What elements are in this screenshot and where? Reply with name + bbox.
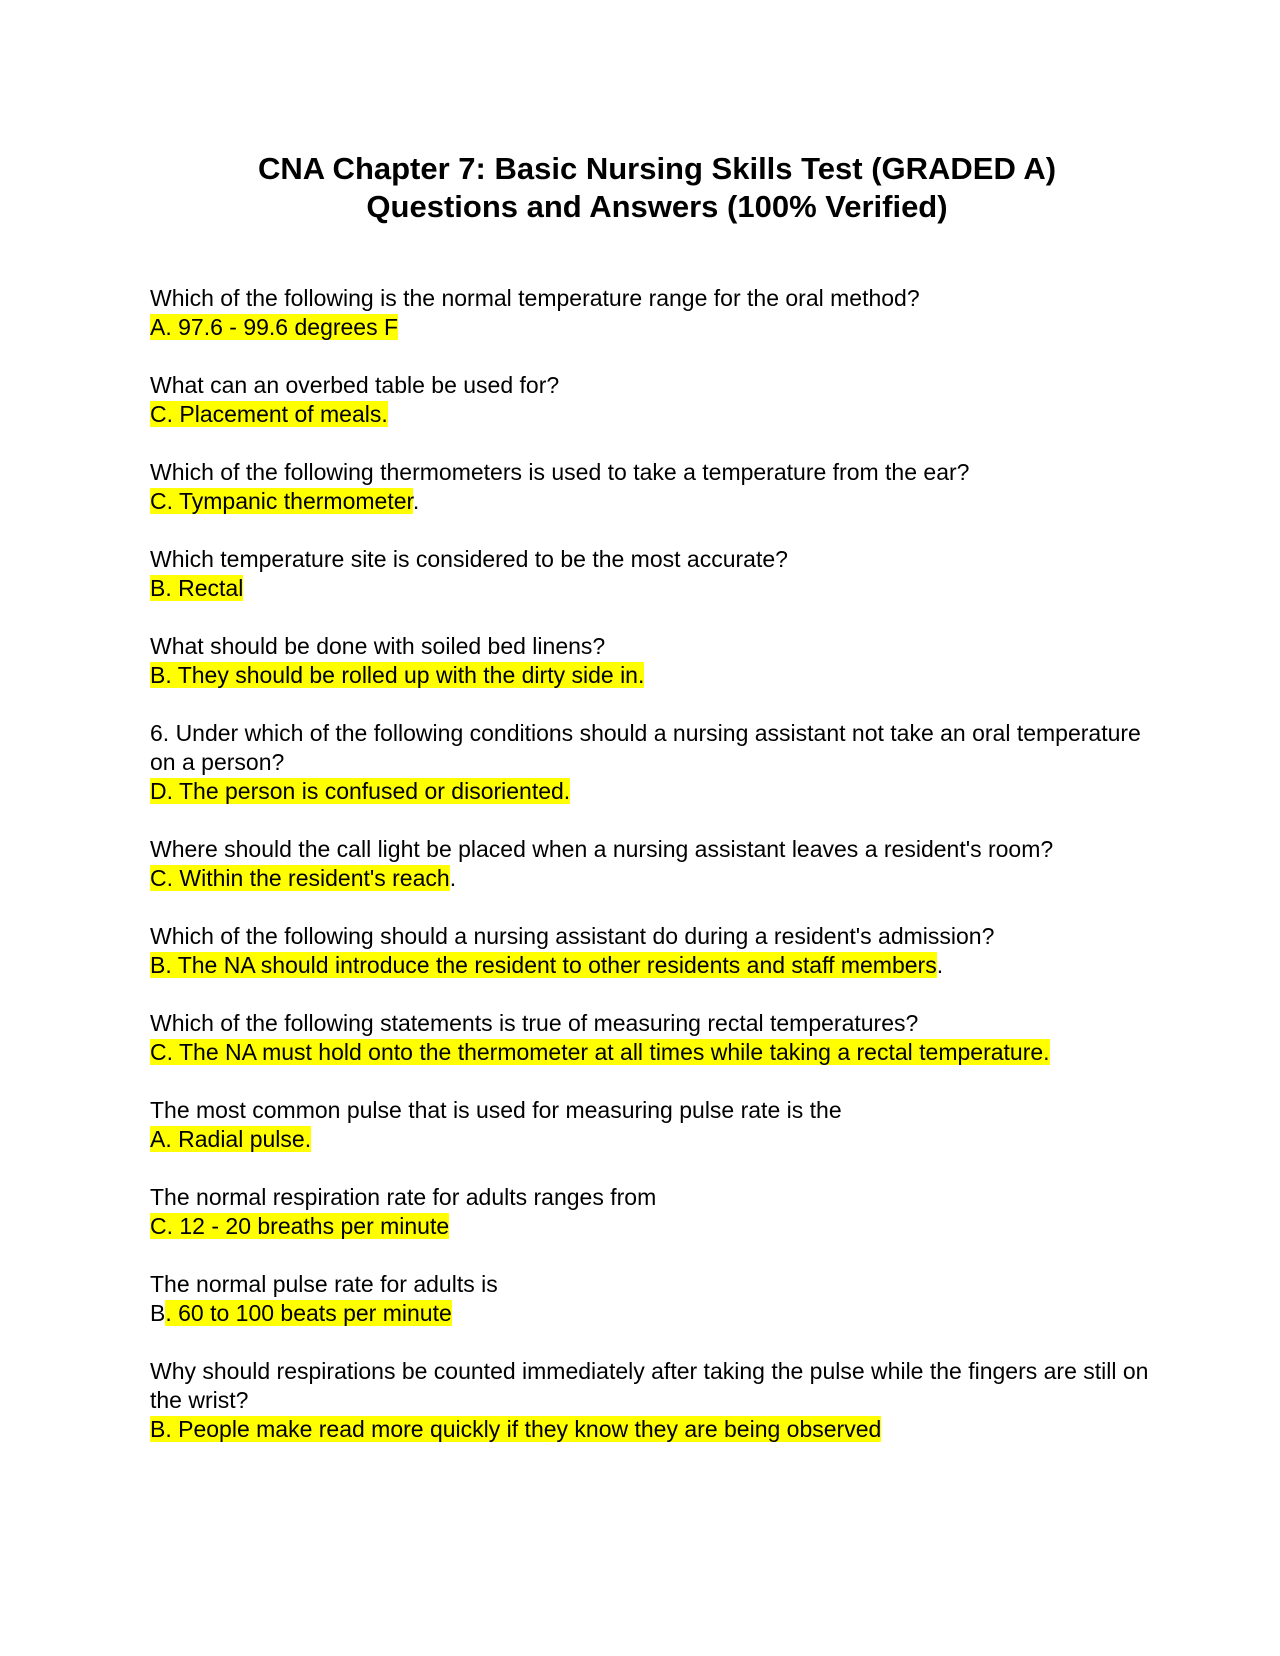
answer-highlight: . 60 to 100 beats per minute <box>165 1300 452 1326</box>
answer-highlight: C. The NA must hold onto the thermometer at all times while taking a rectal temperature. <box>150 1039 1050 1065</box>
question-text: Which temperature site is considered to be the most accurate? <box>150 546 788 572</box>
answer-text <box>150 864 1162 893</box>
question-text: Which of the following should a nursing assistant do during a resident's admission? <box>150 923 995 949</box>
qa-item <box>150 632 1162 690</box>
answer-text <box>150 951 1162 980</box>
answer-suffix: . <box>936 952 944 978</box>
answer-text <box>150 487 1162 516</box>
answer-highlight: D. The person is confused or disoriented. <box>150 778 571 804</box>
answer-text <box>150 1212 1162 1241</box>
answer-highlight: C. Within the resident's reach <box>150 865 450 891</box>
qa-item <box>150 284 1162 342</box>
question-text: 6. Under which of the following conditions should a nursing assistant not take an oral temperature on a person? <box>150 720 1141 775</box>
answer-suffix: . <box>412 488 420 514</box>
answer-text <box>150 574 1162 603</box>
answer-highlight: B. The NA should introduce the resident to other residents and staff members <box>150 952 937 978</box>
qa-list <box>150 284 1162 1444</box>
qa-item <box>150 1357 1162 1444</box>
title-line-1: CNA Chapter 7: Basic Nursing Skills Test (GRADED A) <box>257 151 1057 186</box>
question-text: Which of the following is the normal temperature range for the oral method? <box>150 285 920 311</box>
qa-item <box>150 1270 1162 1328</box>
answer-text <box>150 661 1162 690</box>
answer-text <box>150 400 1162 429</box>
answer-prefix: B <box>150 1300 166 1326</box>
question-text: The normal pulse rate for adults is <box>150 1271 498 1297</box>
answer-highlight: B. People make read more quickly if they know they are being observed <box>150 1416 882 1442</box>
answer-highlight: C. 12 - 20 breaths per minute <box>150 1213 450 1239</box>
qa-item <box>150 1096 1162 1154</box>
answer-highlight: A. 97.6 - 99.6 degrees F <box>150 314 399 340</box>
question-text: What should be done with soiled bed linens? <box>150 633 606 659</box>
question-text: Which of the following thermometers is used to take a temperature from the ear? <box>150 459 970 485</box>
question-text: The most common pulse that is used for measuring pulse rate is the <box>150 1097 842 1123</box>
answer-text <box>150 777 1162 806</box>
answer-highlight: C. Placement of meals. <box>150 401 388 427</box>
answer-text <box>150 1415 1162 1444</box>
qa-item <box>150 458 1162 516</box>
question-text: The normal respiration rate for adults ranges from <box>150 1184 657 1210</box>
answer-text <box>150 1299 1162 1328</box>
answer-highlight: B. Rectal <box>150 575 244 601</box>
answer-highlight: B. They should be rolled up with the dirty side in. <box>150 662 645 688</box>
question-text: Where should the call light be placed when a nursing assistant leaves a resident's room? <box>150 836 1054 862</box>
document-title <box>150 150 1162 226</box>
answer-highlight: C. Tympanic thermometer <box>150 488 413 514</box>
qa-item <box>150 719 1162 806</box>
title-line-2: Questions and Answers (100% Verified) <box>366 189 948 224</box>
answer-highlight: A. Radial pulse. <box>150 1126 312 1152</box>
qa-item <box>150 371 1162 429</box>
answer-text <box>150 1125 1162 1154</box>
qa-item <box>150 1183 1162 1241</box>
answer-suffix: . <box>449 865 457 891</box>
question-text: Which of the following statements is true of measuring rectal temperatures? <box>150 1010 919 1036</box>
qa-item <box>150 1009 1162 1067</box>
qa-item <box>150 545 1162 603</box>
answer-text <box>150 313 1162 342</box>
answer-text <box>150 1038 1162 1067</box>
question-text: What can an overbed table be used for? <box>150 372 560 398</box>
qa-item <box>150 922 1162 980</box>
qa-item <box>150 835 1162 893</box>
question-text: Why should respirations be counted immediately after taking the pulse while the fingers are still on the wrist? <box>150 1358 1149 1413</box>
